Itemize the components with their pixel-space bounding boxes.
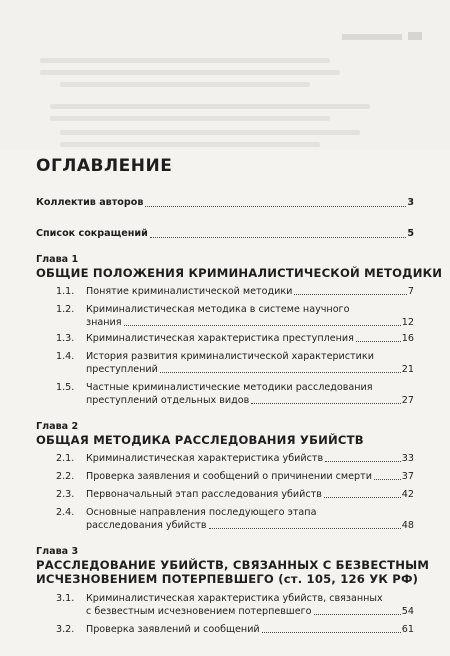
chapter-title-line: ИСЧЕЗНОВЕНИЕМ ПОТЕРПЕВШЕГО (ст. 105, 126 УК РФ) [36,572,419,586]
section-page: 48 [401,520,414,531]
leader-dots [251,403,400,404]
section-text: расследования убийств [86,520,207,531]
section-page: 21 [401,364,414,375]
section-number: 1.4. [56,351,75,362]
section-page: 27 [401,395,414,406]
leader-dots [160,372,401,373]
section-text: Частные криминалистические методики расследования [86,382,373,393]
toc-section[interactable] [56,303,414,329]
section-text: Криминалистическая методика в системе научного [86,304,350,315]
chapter-title[interactable] [36,433,364,447]
entry-label: Список сокращений [36,228,148,239]
toc-section[interactable] [56,381,414,407]
section-number: 2.2. [56,471,75,482]
toc-section[interactable] [56,350,414,376]
section-text: Проверка заявлений и сообщений [86,624,260,635]
leader-dots [294,294,406,295]
section-number: 3.1. [56,593,75,604]
leader-dots [374,479,401,480]
section-text: с безвестным исчезновением потерпевшего [86,606,312,617]
section-text: знания [86,317,122,328]
chapter-title-line: РАССЛЕДОВАНИЕ УБИЙСТВ, СВЯЗАННЫХ С БЕЗВЕСТНЫМ [36,558,430,572]
section-text: Криминалистическая характеристика преступления [86,333,354,344]
toc-section[interactable] [56,506,414,532]
leader-dots [209,528,401,529]
leader-dots [145,206,406,207]
section-text: Понятие криминалистической методики [86,286,293,297]
section-text: История развития криминалистической характеристики [86,351,374,362]
section-number: 2.1. [56,453,75,464]
section-page: 42 [401,489,414,500]
toc-section[interactable] [56,470,414,483]
chapter-label: Глава 1 [36,254,79,265]
section-text: Проверка заявления и сообщений о причинении смерти [86,471,372,482]
chapter-label: Глава 2 [36,421,79,432]
entry-page: 5 [407,228,414,239]
leader-dots [124,325,401,326]
toc-section[interactable] [56,285,414,298]
chapter-title-line: ОБЩАЯ МЕТОДИКА РАССЛЕДОВАНИЯ УБИЙСТВ [36,433,364,447]
section-page: 54 [401,606,414,617]
section-number: 1.5. [56,382,75,393]
section-page: 33 [401,453,414,464]
section-number: 1.2. [56,304,75,315]
toc-title: ОГЛАВЛЕНИЕ [36,156,173,176]
section-page: 16 [401,333,414,344]
section-number: 2.4. [56,507,75,518]
toc-section[interactable] [56,623,414,636]
section-number: 1.1. [56,286,75,297]
section-page: 37 [401,471,414,482]
chapter-title[interactable] [36,266,442,280]
chapter-title[interactable] [36,558,429,586]
section-text: Основные направления последующего этапа [86,507,317,518]
leader-dots [356,341,401,342]
section-text: Первоначальный этап расследования убийств [86,489,322,500]
section-number: 1.3. [56,333,75,344]
leader-dots [262,632,401,633]
chapter-label: Глава 3 [36,546,79,557]
entry-label: Коллектив авторов [36,197,144,208]
chapter-title-line: ОБЩИЕ ПОЛОЖЕНИЯ КРИМИНАЛИСТИЧЕСКОЙ МЕТОДИКИ [36,266,443,280]
entry-page: 3 [407,197,414,208]
section-text: преступлений [86,364,158,375]
section-page: 61 [401,624,414,635]
section-page: 12 [401,317,414,328]
toc-section[interactable] [56,452,414,465]
toc-section[interactable] [56,488,414,501]
section-page: 7 [407,286,414,297]
leader-dots [314,614,401,615]
toc-section[interactable] [56,592,414,618]
toc-entry-abbreviations[interactable] [36,228,414,240]
leader-dots [325,461,401,462]
section-number: 3.2. [56,624,75,635]
toc-entry-authors[interactable] [36,197,414,209]
section-text: Криминалистическая характеристика убийств, связанных [86,593,383,604]
leader-dots [150,237,406,238]
section-number: 2.3. [56,489,75,500]
section-text: Криминалистическая характеристика убийств [86,453,324,464]
toc-section[interactable] [56,332,414,345]
section-text: преступлений отдельных видов [86,395,250,406]
leader-dots [324,497,401,498]
